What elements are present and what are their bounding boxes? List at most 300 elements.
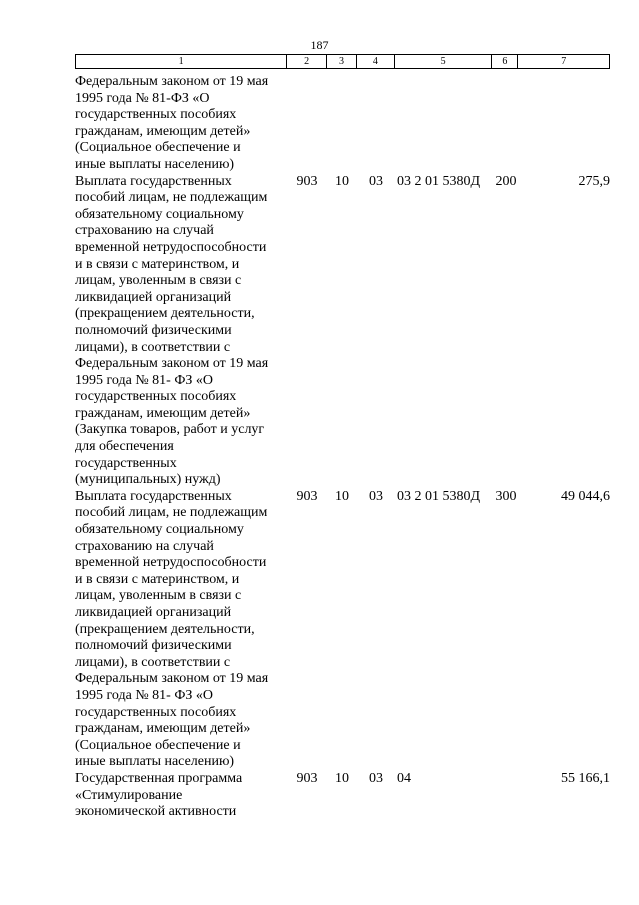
cell-col-5 xyxy=(395,422,493,439)
cell-description: обязательному социальному xyxy=(75,522,244,538)
cell-col-4 xyxy=(357,688,395,705)
cell-col-4 xyxy=(357,622,395,639)
cell-col-4: 03 xyxy=(369,488,383,504)
cell-description: страхованию на случай xyxy=(75,538,214,554)
cell-col-3 xyxy=(327,124,357,141)
cell-col-4 xyxy=(357,107,395,124)
cell-col-6 xyxy=(493,754,519,771)
cell-col-2 xyxy=(287,605,327,622)
cell-col-7 xyxy=(519,124,610,141)
cell-col-7 xyxy=(519,240,610,257)
cell-col-5 xyxy=(395,622,493,639)
cell-col-3 xyxy=(327,588,357,605)
cell-col-3 xyxy=(327,605,357,622)
cell-col-4 xyxy=(357,273,395,290)
cell-col-5 xyxy=(395,373,493,390)
cell-col-6 xyxy=(493,240,519,257)
cell-col-2 xyxy=(287,157,327,174)
cell-col-4: 03 xyxy=(369,770,383,786)
cell-col-2 xyxy=(287,456,327,473)
cell-col-7 xyxy=(519,323,610,340)
cell-col-7 xyxy=(519,406,610,423)
cell-col-7 xyxy=(519,107,610,124)
cell-col-5 xyxy=(395,290,493,307)
cell-col-7 xyxy=(519,340,610,357)
cell-col-2 xyxy=(287,356,327,373)
cell-col-7 xyxy=(519,605,610,622)
cell-col-6 xyxy=(493,373,519,390)
cell-col-7 xyxy=(519,721,610,738)
cell-col-3 xyxy=(327,439,357,456)
cell-col-2 xyxy=(287,505,327,522)
table-row xyxy=(75,240,610,257)
cell-col-4 xyxy=(357,655,395,672)
header-col-7: 7 xyxy=(561,56,567,67)
table-row xyxy=(75,738,610,755)
cell-description: лицами), в соответствии с xyxy=(75,654,231,670)
cell-col-3 xyxy=(327,107,357,124)
table-row xyxy=(75,273,610,290)
cell-description: государственных пособиях xyxy=(75,704,237,720)
table-row xyxy=(75,522,610,539)
cell-col-7 xyxy=(519,207,610,224)
cell-col-5 xyxy=(395,257,493,274)
cell-col-4 xyxy=(357,439,395,456)
cell-col-7 xyxy=(519,505,610,522)
cell-col-7 xyxy=(519,622,610,639)
cell-col-7 xyxy=(519,91,610,108)
cell-col-3: 10 xyxy=(335,488,349,504)
table-row xyxy=(75,389,610,406)
cell-col-3 xyxy=(327,555,357,572)
cell-col-7 xyxy=(519,638,610,655)
cell-description: 1995 года № 81-ФЗ «О xyxy=(75,90,210,106)
cell-col-2 xyxy=(287,705,327,722)
cell-col-7 xyxy=(519,373,610,390)
table-row xyxy=(75,721,610,738)
cell-col-2 xyxy=(287,422,327,439)
cell-col-4 xyxy=(357,588,395,605)
cell-col-3 xyxy=(327,754,357,771)
table-row xyxy=(75,754,610,771)
cell-col-4 xyxy=(357,91,395,108)
cell-col-2 xyxy=(287,257,327,274)
cell-description: и в связи с материнством, и xyxy=(75,256,240,272)
cell-col-5 xyxy=(395,721,493,738)
cell-col-2 xyxy=(287,340,327,357)
cell-col-7 xyxy=(519,190,610,207)
cell-description: «Стимулирование xyxy=(75,787,183,803)
cell-col-7 xyxy=(519,572,610,589)
cell-description: Государственная программа xyxy=(75,770,243,786)
cell-col-6 xyxy=(493,340,519,357)
table-row xyxy=(75,588,610,605)
cell-col-6 xyxy=(493,505,519,522)
table-row xyxy=(75,190,610,207)
cell-col-6 xyxy=(493,738,519,755)
cell-col-4 xyxy=(357,705,395,722)
header-col-5: 5 xyxy=(395,55,493,68)
table-row xyxy=(75,157,610,174)
cell-col-3 xyxy=(327,804,357,821)
cell-col-3 xyxy=(327,655,357,672)
cell-description: для обеспечения xyxy=(75,439,174,455)
cell-col-4 xyxy=(357,257,395,274)
cell-col-6 xyxy=(493,290,519,307)
cell-col-5 xyxy=(395,588,493,605)
cell-col-4 xyxy=(357,290,395,307)
cell-col-2 xyxy=(287,638,327,655)
cell-col-3 xyxy=(327,257,357,274)
cell-col-4 xyxy=(357,223,395,240)
cell-col-5 xyxy=(395,539,493,556)
cell-col-5 xyxy=(395,655,493,672)
cell-col-4 xyxy=(357,124,395,141)
cell-col-3 xyxy=(327,290,357,307)
cell-col-4 xyxy=(357,456,395,473)
cell-col-3 xyxy=(327,356,357,373)
table-row xyxy=(75,539,610,556)
cell-col-7 xyxy=(519,671,610,688)
table-row xyxy=(75,356,610,373)
cell-col-5 xyxy=(395,207,493,224)
cell-col-2 xyxy=(287,804,327,821)
cell-description: государственных пособиях xyxy=(75,389,237,405)
cell-col-2 xyxy=(287,572,327,589)
cell-col-7 xyxy=(519,439,610,456)
cell-col-2 xyxy=(287,190,327,207)
cell-col-5 xyxy=(395,738,493,755)
cell-col-7: 49 044,6 xyxy=(561,488,610,504)
cell-col-5 xyxy=(395,456,493,473)
cell-col-7 xyxy=(519,788,610,805)
cell-col-3 xyxy=(327,190,357,207)
cell-col-3 xyxy=(327,505,357,522)
cell-col-2 xyxy=(287,240,327,257)
cell-description: (прекращением деятельности, xyxy=(75,306,255,322)
cell-col-5 xyxy=(395,605,493,622)
cell-col-6 xyxy=(493,655,519,672)
cell-description: (муниципальных) нужд) xyxy=(75,472,221,488)
cell-col-4 xyxy=(357,788,395,805)
cell-col-2 xyxy=(287,140,327,157)
table-row xyxy=(75,124,610,141)
header-col-1: 1 xyxy=(76,55,287,68)
cell-col-6 xyxy=(493,107,519,124)
cell-col-2 xyxy=(287,555,327,572)
cell-col-4 xyxy=(357,389,395,406)
cell-col-6 xyxy=(493,356,519,373)
cell-col-3 xyxy=(327,240,357,257)
cell-col-4 xyxy=(357,522,395,539)
cell-description: иные выплаты населению) xyxy=(75,156,235,172)
cell-col-4 xyxy=(357,572,395,589)
cell-col-4 xyxy=(357,472,395,489)
cell-col-6 xyxy=(493,771,519,788)
cell-col-7 xyxy=(519,754,610,771)
cell-col-7 xyxy=(519,705,610,722)
cell-col-7 xyxy=(519,555,610,572)
cell-col-2 xyxy=(287,273,327,290)
cell-col-6 xyxy=(493,721,519,738)
cell-description: Федеральным законом от 19 мая xyxy=(75,671,269,687)
cell-col-5 xyxy=(395,754,493,771)
table-row xyxy=(75,705,610,722)
table-row xyxy=(75,107,610,124)
cell-col-2 xyxy=(287,788,327,805)
cell-col-4 xyxy=(357,157,395,174)
cell-col-6 xyxy=(493,257,519,274)
cell-col-2 xyxy=(287,107,327,124)
header-col-3: 3 xyxy=(327,55,357,68)
cell-description: временной нетрудоспособности xyxy=(75,239,267,255)
cell-col-2 xyxy=(287,539,327,556)
cell-col-2 xyxy=(287,290,327,307)
cell-col-4 xyxy=(357,373,395,390)
cell-col-3 xyxy=(327,721,357,738)
cell-col-4 xyxy=(357,754,395,771)
table-row xyxy=(75,505,610,522)
cell-col-7 xyxy=(519,157,610,174)
cell-col-3 xyxy=(327,157,357,174)
table-row xyxy=(75,688,610,705)
cell-col-5 xyxy=(395,555,493,572)
table-row xyxy=(75,140,610,157)
cell-col-6 xyxy=(493,439,519,456)
cell-col-2 xyxy=(287,688,327,705)
cell-col-4 xyxy=(357,190,395,207)
cell-col-5 xyxy=(395,157,493,174)
table-row xyxy=(75,572,610,589)
cell-col-3 xyxy=(327,323,357,340)
cell-col-6 xyxy=(493,74,519,91)
cell-col-3 xyxy=(327,472,357,489)
cell-col-6 xyxy=(493,223,519,240)
cell-col-5 xyxy=(395,671,493,688)
cell-col-3 xyxy=(327,91,357,108)
cell-col-2 xyxy=(287,522,327,539)
cell-col-6 xyxy=(493,522,519,539)
cell-col-3 xyxy=(327,638,357,655)
cell-col-4 xyxy=(357,140,395,157)
cell-description: (прекращением деятельности, xyxy=(75,621,255,637)
cell-col-4 xyxy=(357,555,395,572)
cell-col-3 xyxy=(327,688,357,705)
cell-col-7 xyxy=(519,223,610,240)
cell-col-3 xyxy=(327,788,357,805)
cell-col-6 xyxy=(493,306,519,323)
table-row xyxy=(75,489,610,506)
cell-col-3 xyxy=(327,373,357,390)
cell-col-3: 10 xyxy=(335,770,349,786)
cell-col-4: 03 xyxy=(369,173,383,189)
cell-col-6 xyxy=(493,273,519,290)
cell-col-7 xyxy=(519,655,610,672)
cell-col-3 xyxy=(327,207,357,224)
cell-description: пособий лицам, не подлежащим xyxy=(75,190,268,206)
cell-col-7 xyxy=(519,273,610,290)
cell-col-3 xyxy=(327,671,357,688)
table-row xyxy=(75,555,610,572)
cell-col-6 xyxy=(493,688,519,705)
cell-col-7 xyxy=(519,588,610,605)
cell-description: и в связи с материнством, и xyxy=(75,571,240,587)
cell-col-2 xyxy=(287,223,327,240)
cell-col-2 xyxy=(287,671,327,688)
cell-description: полномочий физическими xyxy=(75,638,232,654)
cell-col-5 xyxy=(395,306,493,323)
cell-col-5 xyxy=(395,140,493,157)
cell-col-5 xyxy=(395,107,493,124)
cell-description: ликвидацией организаций xyxy=(75,605,232,620)
cell-col-7 xyxy=(519,688,610,705)
cell-col-5 xyxy=(395,505,493,522)
cell-col-5: 03 2 01 5380Д xyxy=(397,173,481,189)
cell-col-5 xyxy=(395,91,493,108)
cell-col-5 xyxy=(395,688,493,705)
cell-col-3 xyxy=(327,306,357,323)
cell-col-6 xyxy=(493,605,519,622)
header-col-2: 2 xyxy=(287,55,327,68)
cell-col-4 xyxy=(357,671,395,688)
cell-col-7 xyxy=(519,522,610,539)
cell-description: пособий лицам, не подлежащим xyxy=(75,505,268,521)
cell-col-2 xyxy=(287,738,327,755)
cell-col-7 xyxy=(519,306,610,323)
table-row xyxy=(75,605,610,622)
cell-col-3 xyxy=(327,340,357,357)
cell-description: (Социальное обеспечение и xyxy=(75,140,241,156)
cell-col-4 xyxy=(357,74,395,91)
cell-description: полномочий физическими xyxy=(75,322,232,338)
cell-col-5 xyxy=(395,223,493,240)
cell-description: экономической активности xyxy=(75,804,237,820)
table-row xyxy=(75,406,610,423)
cell-description: гражданам, имеющим детей» xyxy=(75,721,251,737)
cell-description: обязательному социальному xyxy=(75,206,244,222)
table-row xyxy=(75,174,610,191)
cell-col-2 xyxy=(287,655,327,672)
cell-col-5 xyxy=(395,472,493,489)
cell-col-4 xyxy=(357,738,395,755)
cell-description: государственных xyxy=(75,455,177,471)
cell-col-7 xyxy=(519,738,610,755)
cell-col-6 xyxy=(493,157,519,174)
table-row xyxy=(75,671,610,688)
cell-col-5 xyxy=(395,356,493,373)
cell-description: (Закупка товаров, работ и услуг xyxy=(75,422,265,438)
header-col-6: 6 xyxy=(492,55,518,68)
cell-description: Выплата государственных xyxy=(75,173,232,189)
cell-col-7 xyxy=(519,74,610,91)
cell-col-4 xyxy=(357,638,395,655)
cell-col-4 xyxy=(357,505,395,522)
cell-description: лицам, уволенным в связи с xyxy=(75,588,242,604)
cell-col-5 xyxy=(395,323,493,340)
cell-col-3 xyxy=(327,539,357,556)
cell-col-2 xyxy=(287,207,327,224)
cell-col-6 xyxy=(493,804,519,821)
cell-col-4 xyxy=(357,356,395,373)
cell-col-3 xyxy=(327,273,357,290)
cell-col-7 xyxy=(519,456,610,473)
cell-col-3 xyxy=(327,522,357,539)
cell-col-3 xyxy=(327,422,357,439)
cell-col-6 xyxy=(493,140,519,157)
cell-col-5 xyxy=(395,705,493,722)
cell-col-5 xyxy=(395,522,493,539)
cell-description: гражданам, имеющим детей» xyxy=(75,405,251,421)
cell-col-2 xyxy=(287,373,327,390)
cell-description: лицами), в соответствии с xyxy=(75,339,231,355)
cell-description: гражданам, имеющим детей» xyxy=(75,123,251,139)
cell-col-2 xyxy=(287,323,327,340)
table-body xyxy=(75,74,610,821)
cell-col-2: 903 xyxy=(296,173,318,189)
cell-col-2 xyxy=(287,306,327,323)
cell-col-7 xyxy=(519,389,610,406)
cell-col-5 xyxy=(395,124,493,141)
cell-col-2 xyxy=(287,472,327,489)
table-row xyxy=(75,306,610,323)
cell-description: ликвидацией организаций xyxy=(75,289,232,305)
cell-col-5: 04 xyxy=(397,770,411,786)
table-row xyxy=(75,472,610,489)
table-row xyxy=(75,74,610,91)
table-row xyxy=(75,456,610,473)
cell-col-7 xyxy=(519,422,610,439)
cell-col-6 xyxy=(493,588,519,605)
header-col-4: 4 xyxy=(357,55,395,68)
cell-col-2 xyxy=(287,74,327,91)
cell-col-6 xyxy=(493,389,519,406)
cell-description: страхованию на случай xyxy=(75,223,214,239)
cell-col-5 xyxy=(395,340,493,357)
cell-col-7 xyxy=(519,472,610,489)
cell-description: Выплата государственных xyxy=(75,488,232,504)
cell-description: Федеральным законом от 19 мая xyxy=(75,74,269,89)
cell-col-4 xyxy=(357,240,395,257)
table-row xyxy=(75,290,610,307)
cell-col-4 xyxy=(357,804,395,821)
cell-col-6 xyxy=(493,124,519,141)
table-row xyxy=(75,207,610,224)
table-row xyxy=(75,323,610,340)
cell-col-6 xyxy=(493,539,519,556)
page-number: 187 xyxy=(310,38,329,52)
cell-col-4 xyxy=(357,207,395,224)
cell-col-6: 200 xyxy=(495,173,517,189)
cell-description: (Социальное обеспечение и xyxy=(75,737,241,753)
cell-col-6 xyxy=(493,406,519,423)
cell-col-6 xyxy=(493,671,519,688)
cell-col-2: 903 xyxy=(296,770,318,786)
cell-col-6 xyxy=(493,91,519,108)
cell-col-6 xyxy=(493,456,519,473)
cell-col-6 xyxy=(493,705,519,722)
cell-col-3 xyxy=(327,406,357,423)
cell-col-3 xyxy=(327,572,357,589)
cell-col-2 xyxy=(287,91,327,108)
table-row xyxy=(75,655,610,672)
cell-col-6: 300 xyxy=(495,488,517,504)
cell-col-2: 903 xyxy=(296,488,318,504)
table-row xyxy=(75,638,610,655)
table-row xyxy=(75,771,610,788)
cell-col-3 xyxy=(327,622,357,639)
cell-col-5 xyxy=(395,74,493,91)
cell-col-3 xyxy=(327,389,357,406)
